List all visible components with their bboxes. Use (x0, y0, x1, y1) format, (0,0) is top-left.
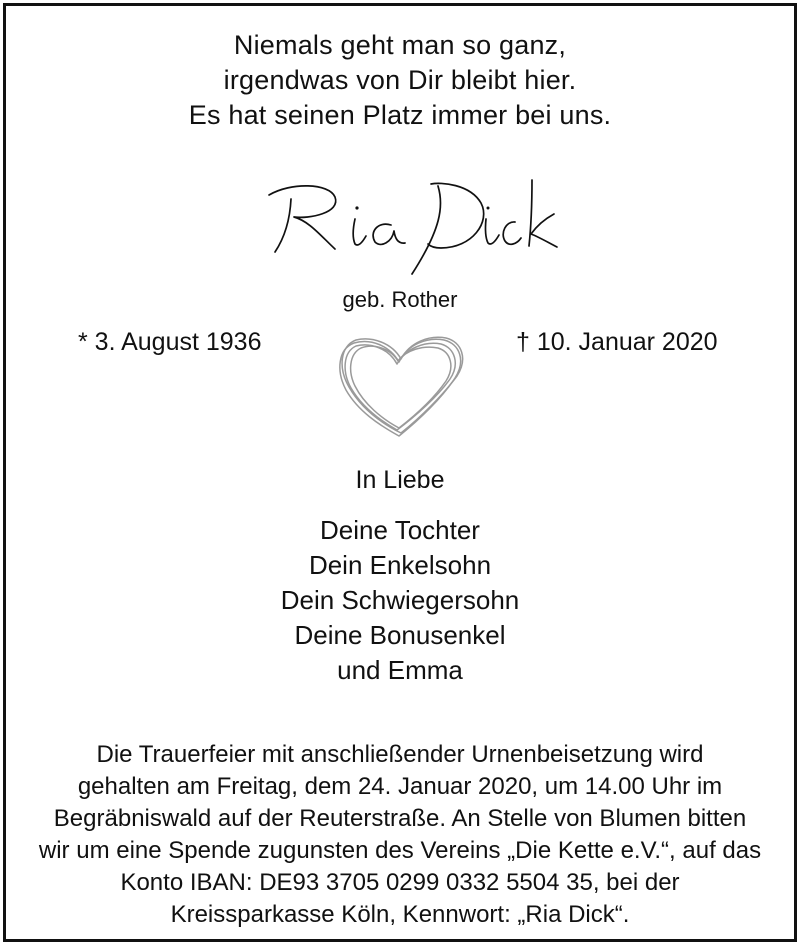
notice-line-3: Begräbniswald auf der Reuterstraße. An Stelle von Blumen bitten (53, 805, 747, 832)
dedication: In Liebe (355, 466, 445, 494)
family-member-daughter: Deine Tochter (320, 515, 480, 545)
family-list (6, 513, 794, 688)
poem-line-1: Niemals geht man so ganz, (233, 30, 567, 60)
family-member-grandson: Dein Enkelsohn (308, 550, 492, 580)
poem-line-3: Es hat seinen Platz immer bei uns. (188, 100, 612, 130)
family-member-son-in-law: Dein Schwiegersohn (280, 585, 520, 615)
family-member-emma: und Emma (337, 655, 463, 685)
deceased-name (251, 174, 571, 284)
notice-line-2: gehalten am Freitag, dem 24. Januar 2020, um 14.00 Uhr im (77, 773, 723, 800)
funeral-notice (6, 739, 794, 931)
notice-line-4: wir um eine Spende zugunsten des Vereins „Die Kette e.V.“, auf das (38, 837, 762, 864)
birth-date: * 3. August 1936 (78, 328, 262, 356)
poem-line-2: irgendwas von Dir bleibt hier. (223, 65, 577, 95)
notice-line-1: Die Trauerfeier mit anschließender Urnenbeisetzung wird (96, 741, 704, 768)
handwritten-name-signature (251, 174, 571, 284)
maiden-name: geb. Rother (342, 287, 458, 312)
family-member-bonus-grandchildren: Deine Bonusenkel (294, 620, 506, 650)
poem (6, 28, 794, 133)
death-date: † 10. Januar 2020 (516, 328, 718, 356)
heart-icon (324, 324, 474, 444)
notice-line-6: Kreissparkasse Köln, Kennwort: „Ria Dick“. (170, 901, 630, 928)
notice-line-5: Konto IBAN: DE93 3705 0299 0332 5504 35, bei der (120, 869, 680, 896)
obituary-card (3, 3, 797, 942)
